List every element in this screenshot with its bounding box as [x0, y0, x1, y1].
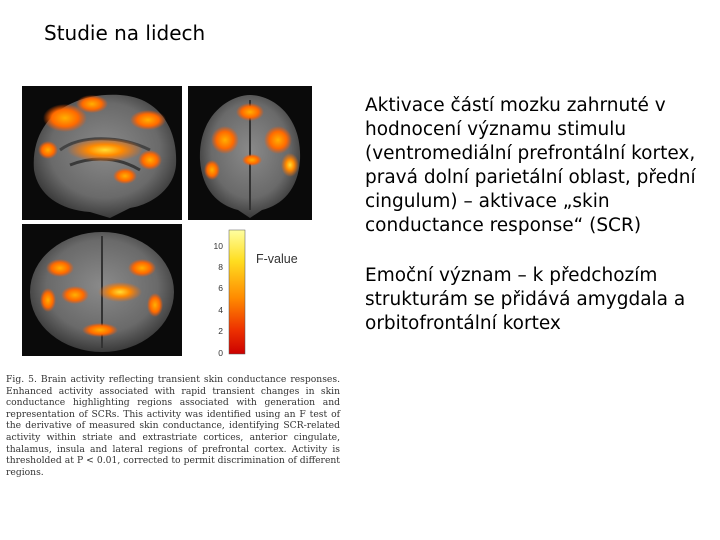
paragraph-emotional-meaning: Emoční význam – k předchozím strukturám se přidává amygdala a orbitofrontální kortex [365, 265, 686, 334]
paragraph-activation: Aktivace částí mozku zahrnuté v hodnocení významu stimulu (ventromediální prefrontální kortex, pravá dolní parietální oblast, přední cingulum) – aktivace „skin conductance response“ (SCR) [365, 95, 696, 236]
colorbar-tick: 4 [218, 305, 223, 315]
colorbar [214, 230, 298, 358]
sagittal-brain-panel [22, 86, 182, 220]
colorbar-tick: 8 [218, 262, 223, 272]
colorbar-tick: 10 [213, 241, 223, 251]
colorbar-tick: 6 [218, 283, 223, 293]
body-text [365, 94, 715, 362]
coronal-brain-panel [188, 86, 312, 220]
slide-title: Studie na lidech [44, 21, 206, 45]
colorbar-tick: 0 [218, 348, 223, 358]
colorbar-label: F-value [256, 252, 298, 266]
axial-brain-panel [22, 224, 182, 356]
figure-caption: Fig. 5. Brain activity reflecting transient skin conductance responses. Enhanced activity associated with rapid transient changes in skin conductance highlighting regions associated with generation and representation of SCRs. This activity was identified using an F test of the derivative of measured skin conductance, identifying SCR-related activity within striate and extrastriate cortices, anterior cingulate, thalamus, insula and lateral regions of prefrontal cortex. Activity is thresholded at P < 0.01, corrected to permit discrimination of different regions. [6, 374, 340, 478]
colorbar-gradient [229, 230, 245, 354]
colorbar-tick: 2 [218, 326, 223, 336]
